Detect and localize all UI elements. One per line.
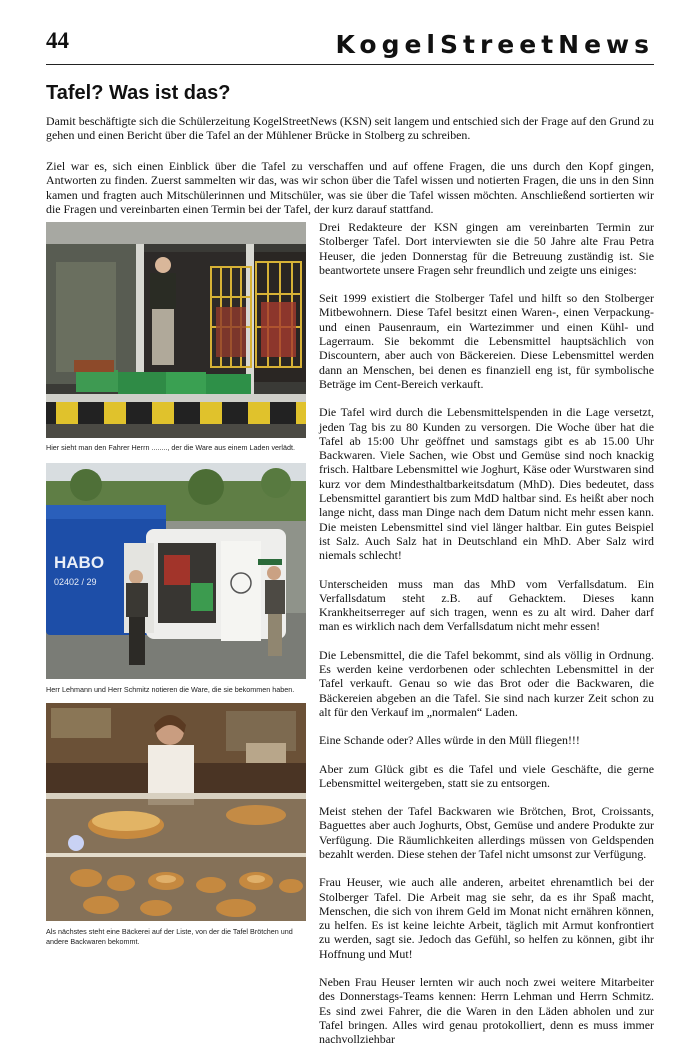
photo-bakery [46,703,306,921]
intro-paragraph-2: Ziel war es, sich einen Einblick über die Tafel zu verschaffen und auf offene Fragen, die uns durch den Kopf gingen, Antworten zu finden. Zuerst sammelten wir das, was wir schon über die Tafel wissen und notierten Fragen, die uns in den Sinn kamen und fragten auch Mitschülerinnen und Mitschüler, was sie über die Tafel wissen möchten. Anschließend sortierten wir die Fragen und vereinbarten einen Termin bei der Tafel, der kurz darauf stattfand. [46,159,654,216]
truck-phone-text: 02402 / 29 [54,577,97,587]
article-body [319,220,654,1061]
photo-delivery-van [46,463,306,679]
body-paragraph: Meist stehen der Tafel Backwaren wie Brötchen, Brot, Croissants, Baguettes aber auch Joghurts, Obst, Gemüse und andere Produkte zur Verfügung. Die Räumlichkeiten allerdings müssen von Geldspenden bezahlt werden. Diese stehen der Tafel nicht umsonst zur Verfügung. [319,804,654,861]
delivery-van-image [46,463,306,679]
body-paragraph: Eine Schande oder? Alles würde in den Müll fliegen!!! [319,733,580,748]
page-number: 44 [46,28,69,53]
photo-loading-dock [46,222,306,438]
body-paragraph: Drei Redakteure der KSN gingen am vereinbarten Termin zur Stolberger Tafel. Dort interviewten sie die 50 Jahre alte Frau Petra Heuser, die jeden Donnerstag für die Betreuung zuständig ist. Sie beantwortete unsere Fragen sehr freundlich und zeigte uns einiges: [319,220,654,277]
photo-3-caption: Als nächstes steht eine Bäckerei auf der Liste, von der die Tafel Brötchen und andere Backwaren bekommt. [46,927,293,946]
body-paragraph: Aber zum Glück gibt es die Tafel und viele Geschäfte, die gerne Lebensmittel weitergeben, statt sie zu entsorgen. [319,761,654,790]
body-paragraph: Seit 1999 existiert die Stolberger Tafel und hilft so den Stolberger Mitbewohnern. Diese Tafel besitzt einen Waren-, einen Verpackung- und einen Pausenraum, ein Wartezimmer und einen Kühl- und Lagerraum. Sie bekommt die Lebensmittel hauptsächlich von Discountern, aber auch von Bäckereien. Diese Lebensmittel werden dann an Menschen, bei denen es finanziell eng ist, für symbolische Beträge im Cent-Bereich verkauft. [319,291,654,391]
body-paragraph: Unterscheiden muss man das MhD vom Verfallsdatum. Ein Verfallsdatum steht z.B. auf Gehacktem. Dieses kann Krankheitserreger auf sich tragen, wenn es zu alt wird. Daher darf man es wirklich nach dem Verfallsdatum nicht mehr essen! [319,576,654,634]
masthead-title: KogelStreetNews [335,30,654,59]
body-paragraph: Neben Frau Heuser lernten wir auch noch zwei weitere Mitarbeiter des Donnerstags-Teams kennen: Herrn Lehman und Herrn Schmitz. Es sind zwei Fahrer, die die Waren in den Läden abholen und zur Tafel bringen. Alles wird genau protokolliert, denn es muss immer nachvollziehbar [319,975,654,1047]
page-header [46,28,654,62]
photo-1-caption: Hier sieht man den Fahrer Herrn ........, der die Ware aus einem Laden verlädt. [46,443,296,452]
photo-2-caption: Herr Lehmann und Herr Schmitz notieren die Ware, die sie bekommen haben. [46,685,295,694]
body-paragraph: Die Tafel wird durch die Lebensmittelspenden in die Lage versetzt, jeden Tag bis zu 80 Kunden zu versorgen. Die Woche über hat die Tafel ab 15:00 Uhr geöffnet und samstags gibt es ab 15.00 Uhr Backwaren. Viele Sachen, wie Obst und Gemüse sind noch knackig frisch. Haltbare Lebensmittel wie Joghurt, Käse oder Wurstwaren sind kurz vor dem Mindesthaltbarkeitsdatum (MhD). Dies bedeutet, dass Lebensmittel garantiert bis zum MdD haltbar sind. Es heißt aber noch lange nicht, dass man Dinge nach dem Datum nicht mehr essen kann. Die meisten Lebensmittel sind viel länger haltbar. Ein gutes Beispiel ist Salz. Auch Salz hat in Deutschland ein MhD. Aber Salz wird niemals schlecht! [319,405,654,563]
article-title: Tafel? Was ist das? [46,82,231,104]
header-rule [46,64,654,65]
intro-paragraph-1: Damit beschäftigte sich die Schülerzeitung KogelStreetNews (KSN) seit langem und entschied sich der Frage auf den Grund zu gehen und einen Bericht über die Tafel an der Mühlener Brücke in Stolberg zu schreiben. [46,114,654,143]
bakery-image [46,703,306,921]
body-paragraph: Frau Heuser, wie auch alle anderen, arbeitet ehrenamtlich bei der Stolberger Tafel. Die Arbeit mag sie sehr, da es ihr Spaß macht, Menschen, die sich von ihrem Geld im Monat nicht ernähren können, zu helfen. Es ist keine leichte Arbeit, täglich mit Armut konfrontiert zu werden, sagt sie. Jedoch das Gefühl, so helfen zu können, gibt ihr Hoffnung und Mut! [319,875,654,961]
loading-dock-image [46,222,306,438]
truck-logo-text: HABO [54,553,105,572]
body-paragraph: Die Lebensmittel, die die Tafel bekommt, sind als völlig in Ordnung. Es werden keine verdorbenen oder schlechten Lebensmittel in der Tafel verkauft. Genau so wie das Brot oder die Backwaren, die Bäckereien abgeben an die Tafel. Sie sind nach kurzer Zeit schon zu alt für den Verkauf im „normalen“ Laden. [319,647,654,719]
